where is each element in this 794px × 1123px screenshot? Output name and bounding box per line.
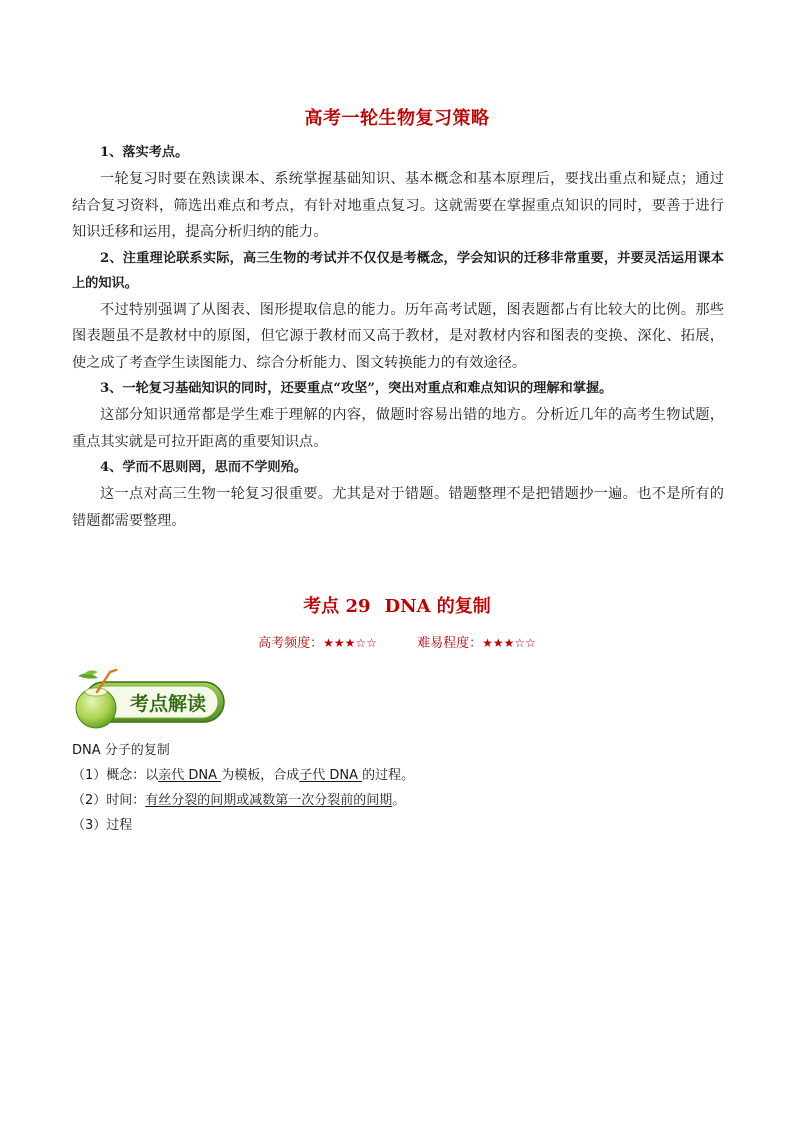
- item-concept-parent-dna: 亲代 DNA: [158, 768, 222, 783]
- topic-badge: [70, 668, 226, 732]
- strategy-body: [72, 140, 724, 534]
- difficulty-stars: ★★★☆☆: [482, 636, 536, 650]
- section-3-paragraph: 这部分知识通常都是学生难于理解的内容，做题时容易出错的地方。分析近几年的高考生物试题，重点其实就是可拉开距离的重要知识点。: [72, 407, 724, 450]
- section-4-paragraph: 这一点对高三生物一轮复习很重要。尤其是对于错题。错题整理不是把错题抄一遍。也不是所有的错题都需要整理。: [72, 486, 724, 529]
- topic-title: [0, 592, 794, 618]
- difficulty-label: 难易程度：: [417, 636, 483, 651]
- section-3-heading: 3、一轮复习基础知识的同时，还要重点“攻坚”，突出对重点和难点知识的理解和掌握。: [100, 381, 613, 396]
- item-concept-prefix: （1）概念：以: [72, 768, 159, 783]
- topic-title-prefix: 考点 29: [303, 596, 371, 617]
- item-time-value: 有丝分裂的间期或减数第一次分裂前的间期: [145, 793, 393, 808]
- item-time-end: 。: [392, 793, 406, 808]
- item-time: [72, 788, 724, 813]
- content-section: [72, 738, 724, 838]
- item-process: （3）过程: [72, 818, 133, 833]
- badge-label: 考点解读: [129, 693, 207, 715]
- rating-row: [0, 632, 794, 651]
- item-concept-mid: 为模板，合成: [221, 768, 300, 783]
- frequency-stars: ★★★☆☆: [323, 636, 377, 650]
- item-concept: [72, 763, 724, 788]
- difficulty-rating: [417, 632, 536, 651]
- section-4-heading: 4、学而不思则罔，思而不学则殆。: [100, 460, 307, 475]
- section-1-paragraph: 一轮复习时要在熟读课本、系统掌握基础知识、基本概念和基本原理后，要找出重点和疑点；通过结合复习资料，筛选出难点和考点，有针对地重点复习。这就需要在掌握重点知识的同时，要善于进行知识迁移和运用，提高分析归纳的能力。: [72, 171, 724, 240]
- frequency-label: 高考频度：: [258, 636, 324, 651]
- section-1-heading: 1、落实考点。: [100, 145, 189, 160]
- frequency-rating: [258, 632, 377, 651]
- strategy-title: 高考一轮生物复习策略: [304, 108, 490, 129]
- section-2-paragraph: 不过特别强调了从图表、图形提取信息的能力。历年高考试题，图表题都占有比较大的比例。那些图表题虽不是教材中的原图，但它源于教材而又高于教材，是对教材内容和图表的变换、深化、拓展，使之成了考查学生读图能力、综合分析能力、图文转换能力的有效途径。: [72, 301, 724, 371]
- item-concept-child-dna: 子代 DNA: [299, 768, 363, 783]
- item-concept-end: 的过程。: [362, 768, 415, 783]
- section-2-heading: 2、注重理论联系实际，高三生物的考试并不仅仅是考概念，学会知识的迁移非常重要，并要灵活运用课本上的知识。: [72, 250, 724, 291]
- topic-title-main: DNA 的复制: [384, 596, 491, 617]
- content-heading: DNA 分子的复制: [72, 743, 170, 758]
- item-time-prefix: （2）时间：: [72, 793, 146, 808]
